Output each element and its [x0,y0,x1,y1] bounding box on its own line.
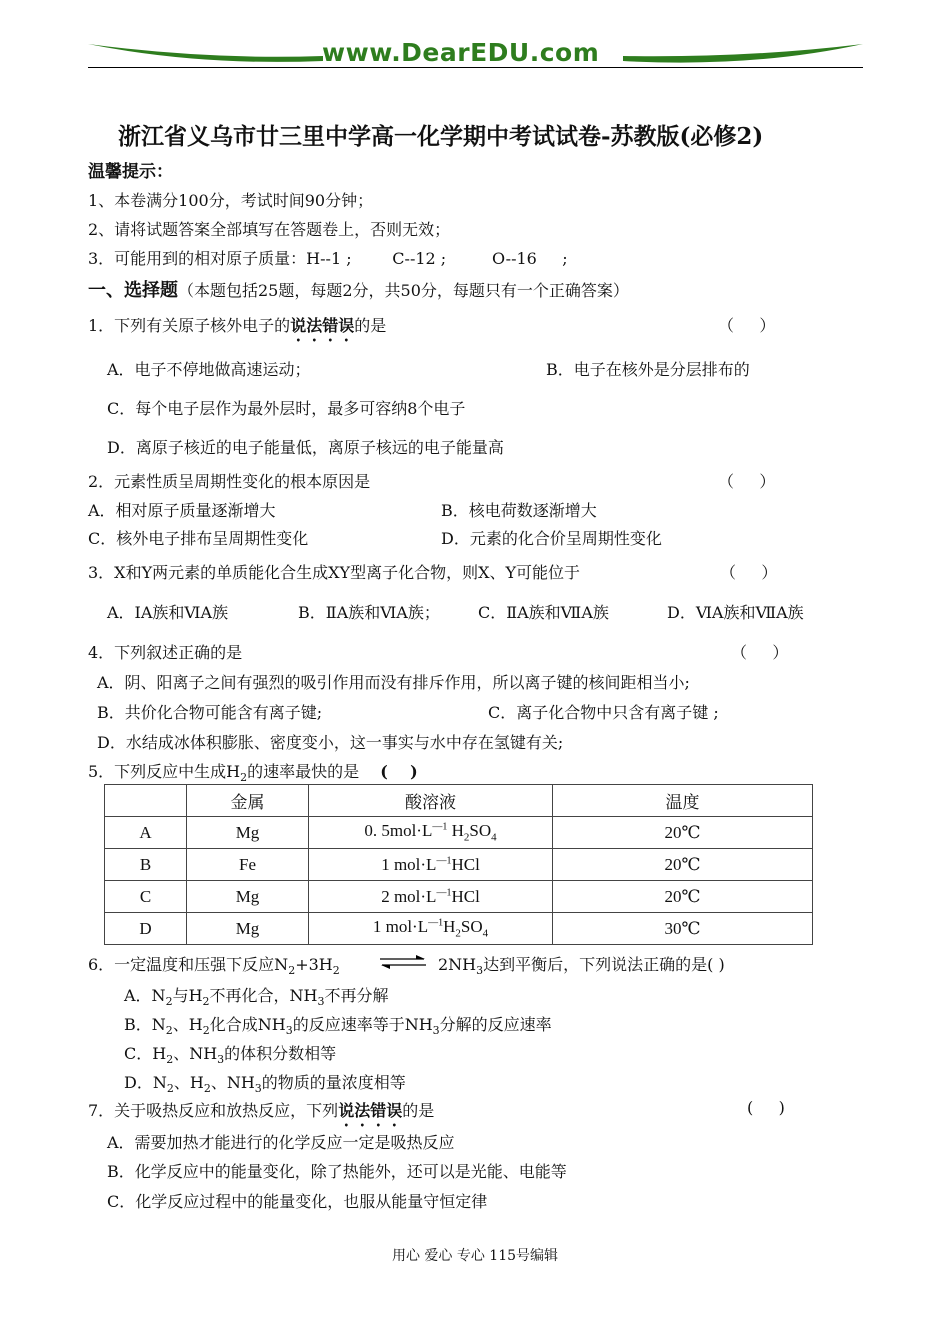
metal-cell: Mg [187,817,309,849]
option-a: A．需要加热才能进行的化学反应一定是吸热反应 [107,1133,455,1152]
metal-cell: Mg [187,881,309,913]
temp-cell: 20℃ [553,817,813,849]
option-d: D．ⅥA族和ⅦA族 [667,603,804,622]
row-label: C [105,881,187,913]
option-a: A．$N_2$与$H_2$不再化合，$NH_3$不再分解 [124,986,389,1009]
emphasis-text: 说法错误 [338,1101,403,1120]
table-header-cell: 金属 [187,785,309,817]
table-header-row [105,785,813,817]
stem-text: 6．一定温度和压强下反应N [88,955,289,974]
option-c: C．$H_2$、$NH_3$的体积分数相等 [124,1044,337,1067]
subscript: 2 [288,964,296,978]
stem-text: 的是 [354,316,387,335]
stem-text: +3H [295,955,333,974]
equilibrium-arrow-icon [378,955,428,969]
table-header-cell: 酸溶液 [309,785,553,817]
site-logo[interactable]: www.DearEDU.com [322,38,600,67]
option-d: D．$N_2$、$H_2$、$NH_3$的物质的量浓度相等 [124,1073,406,1096]
section-note: （本题包括25题，每题2分，共50分，每题只有一个正确答案） [178,281,629,300]
question-stem [88,952,340,977]
option-c: C．离子化合物中只含有离子键 ; [488,703,719,722]
hint-item: 3．可能用到的相对原子质量：H--1 ; C--12 ; O--16 ; [88,249,568,268]
option-b: B．共价化合物可能含有离子键; [97,703,323,722]
option-c: C．ⅡA族和ⅦA族 [478,603,609,622]
temp-cell: 20℃ [553,881,813,913]
answer-bracket: ( ) [380,762,418,781]
option-a: A．相对原子质量逐渐增大 [88,501,276,520]
acid-cell: 1 $mol\cdot L^{—1}H_2SO_4$ [309,913,553,945]
table-row [105,881,813,913]
table-row [105,913,813,945]
temp-cell: 20℃ [553,849,813,881]
answer-bracket: （ ） [718,472,776,491]
acid-cell: 2 $mol\cdot L^{—1}HCl$ [309,881,553,913]
question-stem [88,1098,434,1130]
option-a: A．阴、阳离子之间有强烈的吸引作用而没有排斥作用，所以离子键的核间距相当小; [97,673,690,692]
stem-text: 的速率最快的是 [247,762,360,781]
question-stem-tail [438,952,725,977]
section-heading [88,276,629,302]
option-b: B．电子在核外是分层排布的 [546,360,750,379]
question-stem: 3．X和Y两元素的单质能化合生成XY型离子化合物，则X、Y可能位于 [88,563,581,582]
answer-bracket: ( ) [747,1098,785,1117]
metal-cell: Mg [187,913,309,945]
answer-bracket: （ ） [720,563,778,582]
table-header-cell: 温度 [553,785,813,817]
option-d: D．元素的化合价呈周期性变化 [441,529,662,548]
emphasis-text: 说法错误 [290,316,355,335]
stem-text: 2NH [438,955,477,974]
stem-text: 5．下列反应中生成H [88,762,241,781]
rate-table [104,784,813,945]
subscript: 3 [476,964,484,978]
subscript: 2 [332,964,340,978]
answer-bracket: （ ） [718,316,776,335]
page-footer: 用心 爱心 专心 115号编辑 [391,1248,559,1264]
answer-bracket: （ ） [731,643,789,662]
header-rule [88,67,863,68]
option-a: A．ⅠA族和ⅥA族 [107,603,229,622]
hint-item: 2、请将试题答案全部填写在答题卷上，否则无效； [88,220,451,239]
option-c: C．核外电子排布呈周期性变化 [88,529,309,548]
table-row [105,817,813,849]
option-c: C．化学反应过程中的能量变化，也服从能量守恒定律 [107,1192,488,1211]
hint-item: 1、本卷满分100分，考试时间90分钟； [88,191,374,210]
option-b: B．核电荷数逐渐增大 [441,501,597,520]
option-d: D．水结成冰体积膨胀、密度变小，这一事实与水中存在氢键有关; [97,733,564,752]
question-stem [88,759,418,784]
stem-text: 达到平衡后，下列说法正确的是( ) [483,955,725,974]
stem-text: 1．下列有关原子核外电子的 [88,316,291,335]
option-b: B．化学反应中的能量变化，除了热能外，还可以是光能、电能等 [107,1162,567,1181]
temp-cell: 30℃ [553,913,813,945]
row-label: B [105,849,187,881]
option-b: B．$N_2$、$H_2$化合成$NH_3$的反应速率等于$NH_3$分解的反应速率 [124,1015,552,1038]
option-b: B．ⅡA族和ⅥA族； [298,603,440,622]
row-label: D [105,913,187,945]
question-stem [88,313,386,345]
table-header-cell [105,785,187,817]
option-c: C．每个电子层作为最外层时，最多可容纳8个电子 [107,399,466,418]
question-stem: 4．下列叙述正确的是 [88,643,243,662]
option-d: D．离原子核近的电子能量低，离原子核远的电子能量高 [107,438,504,457]
stem-text: 7．关于吸热反应和放热反应，下列 [88,1101,339,1120]
row-label: A [105,817,187,849]
acid-cell: 1 $mol\cdot L^{—1}HCl$ [309,849,553,881]
metal-cell: Fe [187,849,309,881]
hints-heading: 温馨提示： [88,162,173,182]
option-a: A．电子不停地做高速运动； [107,360,311,379]
page-title: 浙江省义乌市廿三里中学高一化学期中考试试卷-苏教版(必修2) [118,123,764,150]
stem-text: 的是 [402,1101,435,1120]
subscript: 2 [240,771,248,785]
table-row [105,849,813,881]
acid-cell: 0. $5mol\cdot L^{—1}$ $H_2SO_4$ [309,817,553,849]
question-stem: 2．元素性质呈周期性变化的根本原因是 [88,472,371,491]
section-title: 一、选择题 [88,280,178,301]
